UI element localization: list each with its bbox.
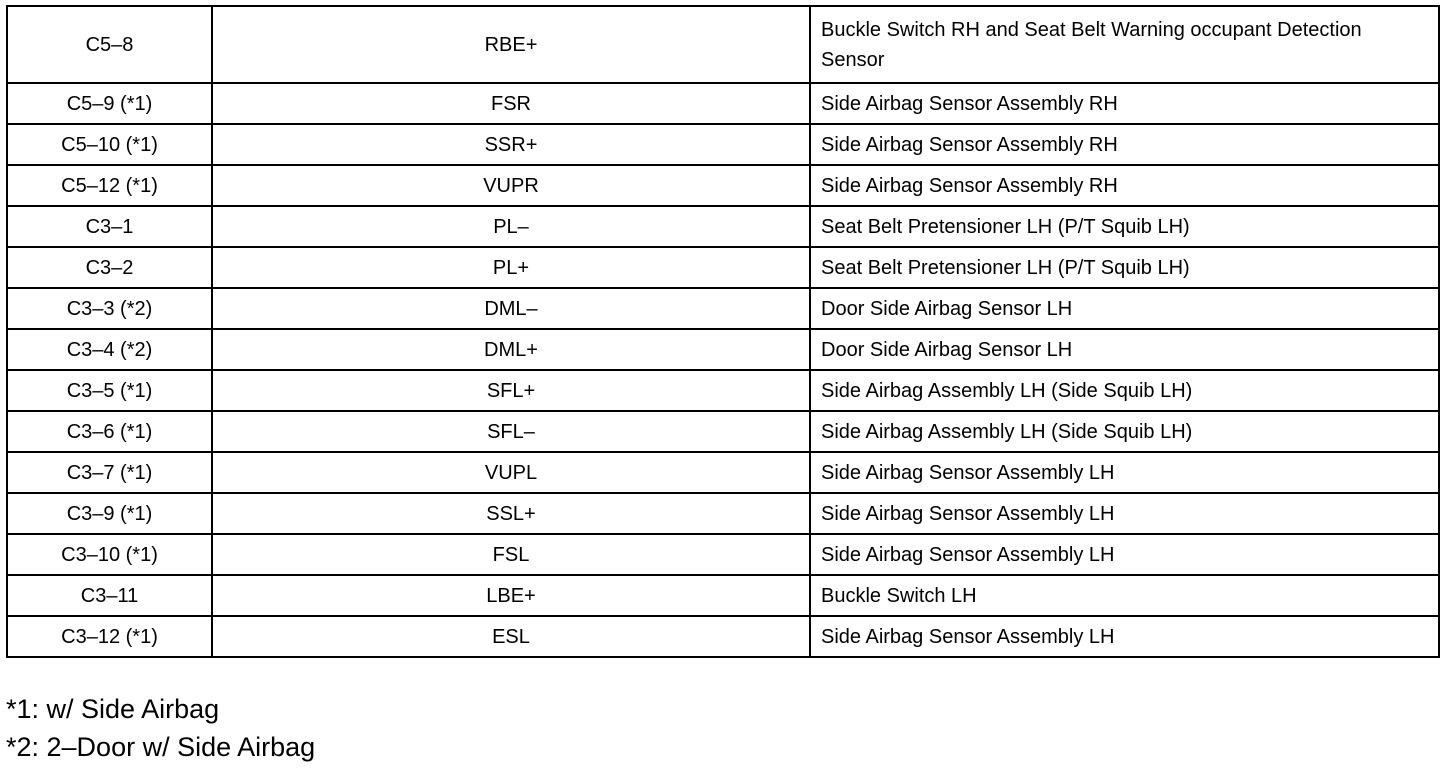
symbol-cell: SSR+ xyxy=(212,124,810,165)
terminal-cell: C3–9 (*1) xyxy=(7,493,212,534)
description-cell: Side Airbag Assembly LH (Side Squib LH) xyxy=(810,370,1439,411)
table-row xyxy=(7,411,1439,452)
description-cell: Buckle Switch LH xyxy=(810,575,1439,616)
table-row xyxy=(7,329,1439,370)
description-cell: Door Side Airbag Sensor LH xyxy=(810,288,1439,329)
symbol-cell: DML– xyxy=(212,288,810,329)
symbol-cell: VUPR xyxy=(212,165,810,206)
table-row xyxy=(7,6,1439,83)
terminal-cell: C5–9 (*1) xyxy=(7,83,212,124)
description-cell: Seat Belt Pretensioner LH (P/T Squib LH) xyxy=(810,206,1439,247)
table-row xyxy=(7,575,1439,616)
terminal-cell: C5–8 xyxy=(7,6,212,83)
terminal-cell: C3–1 xyxy=(7,206,212,247)
table-row xyxy=(7,165,1439,206)
description-cell: Side Airbag Sensor Assembly LH xyxy=(810,534,1439,575)
terminal-cell: C3–12 (*1) xyxy=(7,616,212,657)
symbol-cell: RBE+ xyxy=(212,6,810,83)
description-cell: Side Airbag Assembly LH (Side Squib LH) xyxy=(810,411,1439,452)
description-cell: Side Airbag Sensor Assembly RH xyxy=(810,124,1439,165)
description-cell: Side Airbag Sensor Assembly RH xyxy=(810,165,1439,206)
description-cell: Side Airbag Sensor Assembly LH xyxy=(810,493,1439,534)
symbol-cell: FSL xyxy=(212,534,810,575)
table-row xyxy=(7,493,1439,534)
terminal-cell: C3–4 (*2) xyxy=(7,329,212,370)
description-cell: Side Airbag Sensor Assembly LH xyxy=(810,616,1439,657)
table-row xyxy=(7,83,1439,124)
description-cell: Side Airbag Sensor Assembly LH xyxy=(810,452,1439,493)
terminal-table xyxy=(6,5,1440,658)
description-cell: Seat Belt Pretensioner LH (P/T Squib LH) xyxy=(810,247,1439,288)
symbol-cell: PL– xyxy=(212,206,810,247)
table-row xyxy=(7,206,1439,247)
symbol-cell: VUPL xyxy=(212,452,810,493)
symbol-cell: SFL+ xyxy=(212,370,810,411)
terminal-cell: C3–3 (*2) xyxy=(7,288,212,329)
footnotes xyxy=(6,690,315,766)
symbol-cell: SFL– xyxy=(212,411,810,452)
footnote-side-airbag: *1: w/ Side Airbag xyxy=(6,694,220,724)
terminal-cell: C5–10 (*1) xyxy=(7,124,212,165)
table-row xyxy=(7,534,1439,575)
table-row xyxy=(7,370,1439,411)
table-row xyxy=(7,247,1439,288)
symbol-cell: ESL xyxy=(212,616,810,657)
description-cell: Door Side Airbag Sensor LH xyxy=(810,329,1439,370)
terminal-cell: C3–5 (*1) xyxy=(7,370,212,411)
terminal-cell: C3–10 (*1) xyxy=(7,534,212,575)
terminal-cell: C3–2 xyxy=(7,247,212,288)
terminal-cell: C3–6 (*1) xyxy=(7,411,212,452)
symbol-cell: SSL+ xyxy=(212,493,810,534)
symbol-cell: FSR xyxy=(212,83,810,124)
table-row xyxy=(7,616,1439,657)
description-cell: Buckle Switch RH and Seat Belt Warning occupant Detection Sensor xyxy=(810,6,1439,83)
terminal-cell: C3–11 xyxy=(7,575,212,616)
terminal-cell: C5–12 (*1) xyxy=(7,165,212,206)
footnote-2-door-side-airbag: *2: 2–Door w/ Side Airbag xyxy=(6,732,316,762)
table-row xyxy=(7,452,1439,493)
symbol-cell: PL+ xyxy=(212,247,810,288)
terminal-table-container xyxy=(6,5,1438,658)
symbol-cell: DML+ xyxy=(212,329,810,370)
table-row xyxy=(7,124,1439,165)
table-row xyxy=(7,288,1439,329)
symbol-cell: LBE+ xyxy=(212,575,810,616)
terminal-cell: C3–7 (*1) xyxy=(7,452,212,493)
description-cell: Side Airbag Sensor Assembly RH xyxy=(810,83,1439,124)
